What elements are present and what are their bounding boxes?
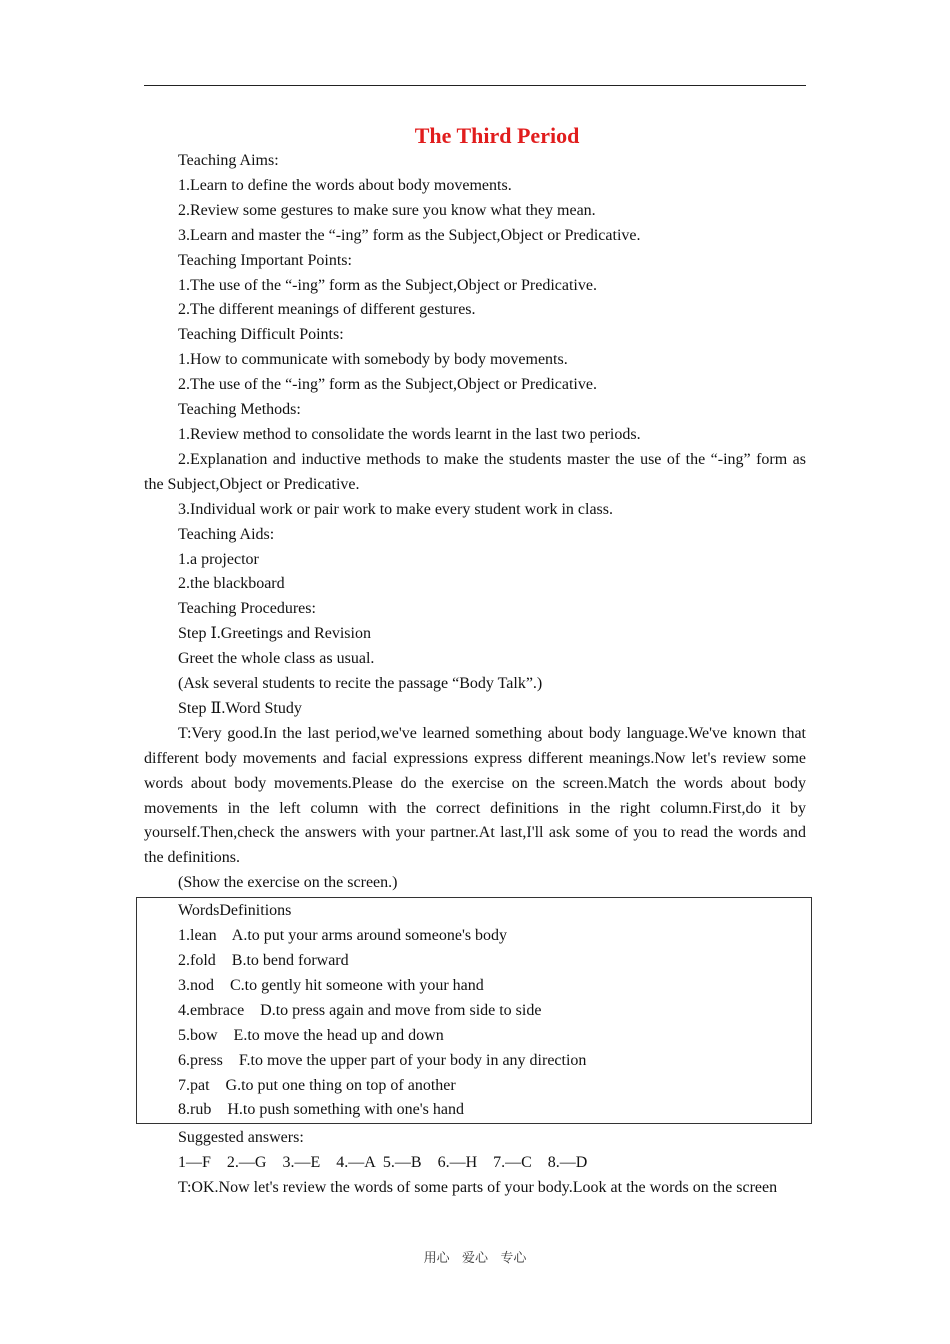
- document-body: [144, 149, 806, 1201]
- exercise-row: 1.lean A.to put your arms around someone's body: [178, 927, 508, 945]
- paragraph: (Show the exercise on the screen.): [178, 874, 398, 892]
- paragraph: (Ask several students to recite the passage “Body Talk”.): [178, 675, 543, 693]
- paragraph: Teaching Difficult Points:: [178, 326, 344, 344]
- exercise-header: WordsDefinitions: [178, 902, 292, 920]
- paragraph: Teaching Important Points:: [178, 251, 352, 269]
- paragraph: 2.The different meanings of different gestures.: [178, 301, 476, 319]
- paragraph: 2.the blackboard: [178, 575, 285, 593]
- paragraph: T:Very good.In the last period,we've learned something about body language.We've known that different body movements and facial expressions express different meanings.Now let's review some words about body movements.Please do the exercise on the screen.Match the words about body movements in the left column with the correct definitions in the right column.First,do it by yourself.Then,check the answers with your partner.At last,I'll ask some of you to read the words and the definitions.: [144, 724, 806, 867]
- page-footer: 用心 爱心 专心: [423, 1251, 527, 1266]
- exercise-row: 2.fold B.to bend forward: [178, 952, 349, 969]
- paragraph: Teaching Aids:: [178, 525, 275, 543]
- exercise-row: 3.nod C.to gently hit someone with your hand: [178, 976, 484, 994]
- paragraph: T:OK.Now let's review the words of some parts of your body.Look at the words on the screen: [178, 1179, 778, 1197]
- paragraph: Teaching Methods:: [178, 401, 301, 419]
- exercise-row: 8.rub H.to push something with one's hand: [178, 1101, 464, 1119]
- paragraph: 1.How to communicate with somebody by body movements.: [178, 351, 568, 369]
- header-rule: [144, 85, 806, 86]
- paragraph: Step Ⅰ.Greetings and Revision: [178, 625, 371, 643]
- paragraph: 3.Learn and master the “-ing” form as the Subject,Object or Predicative.: [178, 226, 641, 244]
- paragraph: 1.Learn to define the words about body movements.: [178, 176, 512, 194]
- paragraph: 2.Explanation and inductive methods to make the students master the use of the “-ing” form as the Subject,Object or Predicative.: [144, 450, 806, 493]
- paragraph: Greet the whole class as usual.: [178, 650, 375, 668]
- exercise-row: 7.pat G.to put one thing on top of another: [178, 1076, 456, 1094]
- answers-line: 1—F 2.—G 3.—E 4.—A 5.—B 6.—H 7.—C 8.—D: [178, 1154, 588, 1172]
- exercise-row: 6.press F.to move the upper part of your body in any direction: [178, 1051, 587, 1069]
- exercise-row: 5.bow E.to move the head up and down: [178, 1026, 444, 1044]
- paragraph: 2.Review some gestures to make sure you know what they mean.: [178, 201, 596, 219]
- exercise-box: [136, 897, 812, 1124]
- paragraph: 2.The use of the “-ing” form as the Subject,Object or Predicative.: [178, 376, 597, 394]
- page-title: The Third Period: [414, 123, 580, 148]
- paragraph: Suggested answers:: [178, 1129, 304, 1147]
- paragraph: 1.a projector: [178, 550, 259, 568]
- paragraph: 1.Review method to consolidate the words learnt in the last two periods.: [178, 425, 641, 443]
- exercise-row: 4.embrace D.to press again and move from side to side: [178, 1001, 542, 1019]
- paragraph: 3.Individual work or pair work to make every student work in class.: [178, 500, 614, 518]
- paragraph: 1.The use of the “-ing” form as the Subject,Object or Predicative.: [178, 276, 597, 294]
- paragraph: Teaching Procedures:: [178, 600, 316, 618]
- paragraph: Step Ⅱ.Word Study: [178, 699, 302, 717]
- paragraph: Teaching Aims:: [178, 152, 279, 169]
